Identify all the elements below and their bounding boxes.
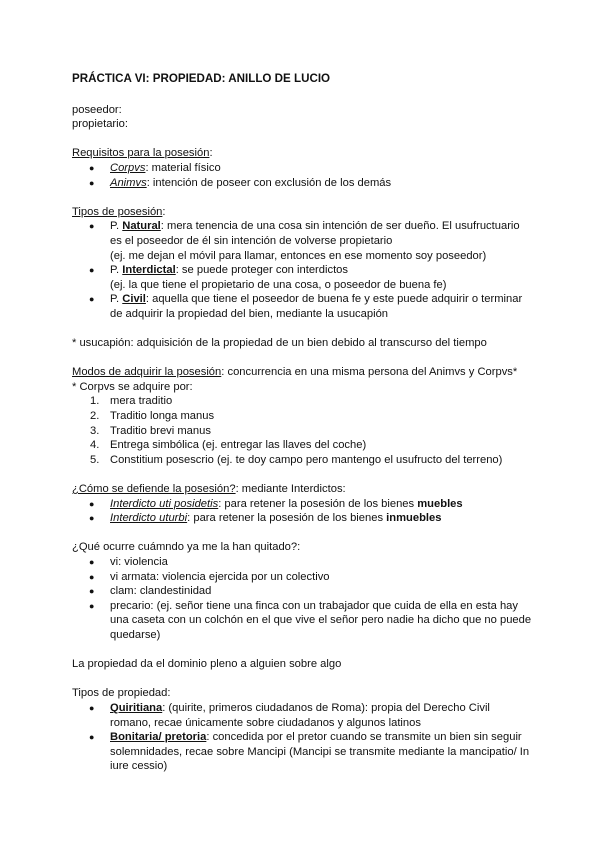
quitado-heading: ¿Qué ocurre cuámndo ya me la han quitado?: xyxy=(72,541,301,554)
requisitos-list xyxy=(72,161,532,190)
list-item: ● vi: violencia xyxy=(89,556,168,568)
list-item: ● Animvs: intención de poseer con exclusión de los demás xyxy=(89,176,392,189)
tipos-posesion-list xyxy=(72,219,532,321)
list-item: ● Interdicto uturbi: para retener la posesión de los bienes inmuebles xyxy=(89,512,442,525)
usucapion-note: * usucapión: adquisición de la propiedad de un bien debido al transcurso del tiempo xyxy=(72,337,487,350)
list-item: ● vi armata: violencia ejercida por un colectivo xyxy=(89,570,330,583)
modos-list xyxy=(72,394,532,467)
defiende-heading: ¿Cómo se defiende la posesión?: mediante Interdictos: xyxy=(72,483,346,496)
propietario-line: propietario: xyxy=(72,118,128,131)
list-item: ● Interdicto uti posidetis: para retener la posesión de los bienes muebles xyxy=(89,497,463,510)
list-item: ● Corpvs: material físico xyxy=(89,161,221,174)
list-item: 3. Traditio brevi manus xyxy=(90,424,211,437)
tipos-propiedad-list xyxy=(72,701,532,774)
modos-sub: * Corpvs se adquire por: xyxy=(72,380,193,393)
poseedor-line: poseedor: xyxy=(72,103,122,116)
list-item: ● Bonitaria/ pretoria: concedida por el pretor cuando se transmite un bien sin seguir solemnidades, recae sobre Mancipi (Mancipi se transmite mediante la mancipatio/ In iure cessio) xyxy=(89,731,530,773)
defiende-list xyxy=(72,497,532,526)
page-title: PRÁCTICA VI: PROPIEDAD: ANILLO DE LUCIO xyxy=(72,72,331,85)
list-item: ● P. Civil: aquella que tiene el poseedor de buena fe y este puede adquirir o terminar de adquirir la propiedad del bien, mediante la usucapión xyxy=(89,293,523,320)
dominio-line: La propiedad da el dominio pleno a alguien sobre algo xyxy=(72,658,342,671)
quitado-list xyxy=(72,555,532,643)
list-item: ● precario: (ej. señor tiene una finca con un trabajador que cuida de ella en esta hay una caseta con un colchón en el que vive el señor pero nadie ha dicho que no puede quedarse) xyxy=(89,599,532,641)
list-item: ● Quiritiana: (quirite, primeros ciudadanos de Roma): propia del Derecho Civil romano, recae únicamente sobre ciudadanos y algunos latinos xyxy=(89,701,490,729)
list-item: ● P. Interdictal: se puede proteger con interdictos (ej. la que tiene el propietario de una cosa, o poseedor de buena fe) xyxy=(89,264,447,291)
list-item: ● clam: clandestinidad xyxy=(89,585,212,598)
tipos-propiedad-heading: Tipos de propiedad: xyxy=(72,687,171,700)
list-item: ● P. Natural: mera tenencia de una cosa sin intención de ser dueño. El usufructuario es el poseedor de él sin intención de volverse propietario (ej. me dejan el móvil para llamar, entonces en ese momento soy poseedor) xyxy=(89,220,520,262)
list-item: 4. Entrega simbólica (ej. entregar las llaves del coche) xyxy=(90,439,367,452)
requisitos-heading: Requisitos para la posesión: xyxy=(72,147,213,160)
list-item: 2. Traditio longa manus xyxy=(90,410,215,423)
list-item: 5. Constitium posescrio (ej. te doy campo pero mantengo el usufructo del terreno) xyxy=(90,453,503,466)
document-body xyxy=(72,72,532,774)
list-item: 1. mera traditio xyxy=(90,395,173,408)
tipos-posesion-heading: Tipos de posesión: xyxy=(72,205,166,218)
modos-heading: Modos de adquirir la posesión: concurrencia en una misma persona del Animvs y Corpvs* xyxy=(72,366,518,379)
